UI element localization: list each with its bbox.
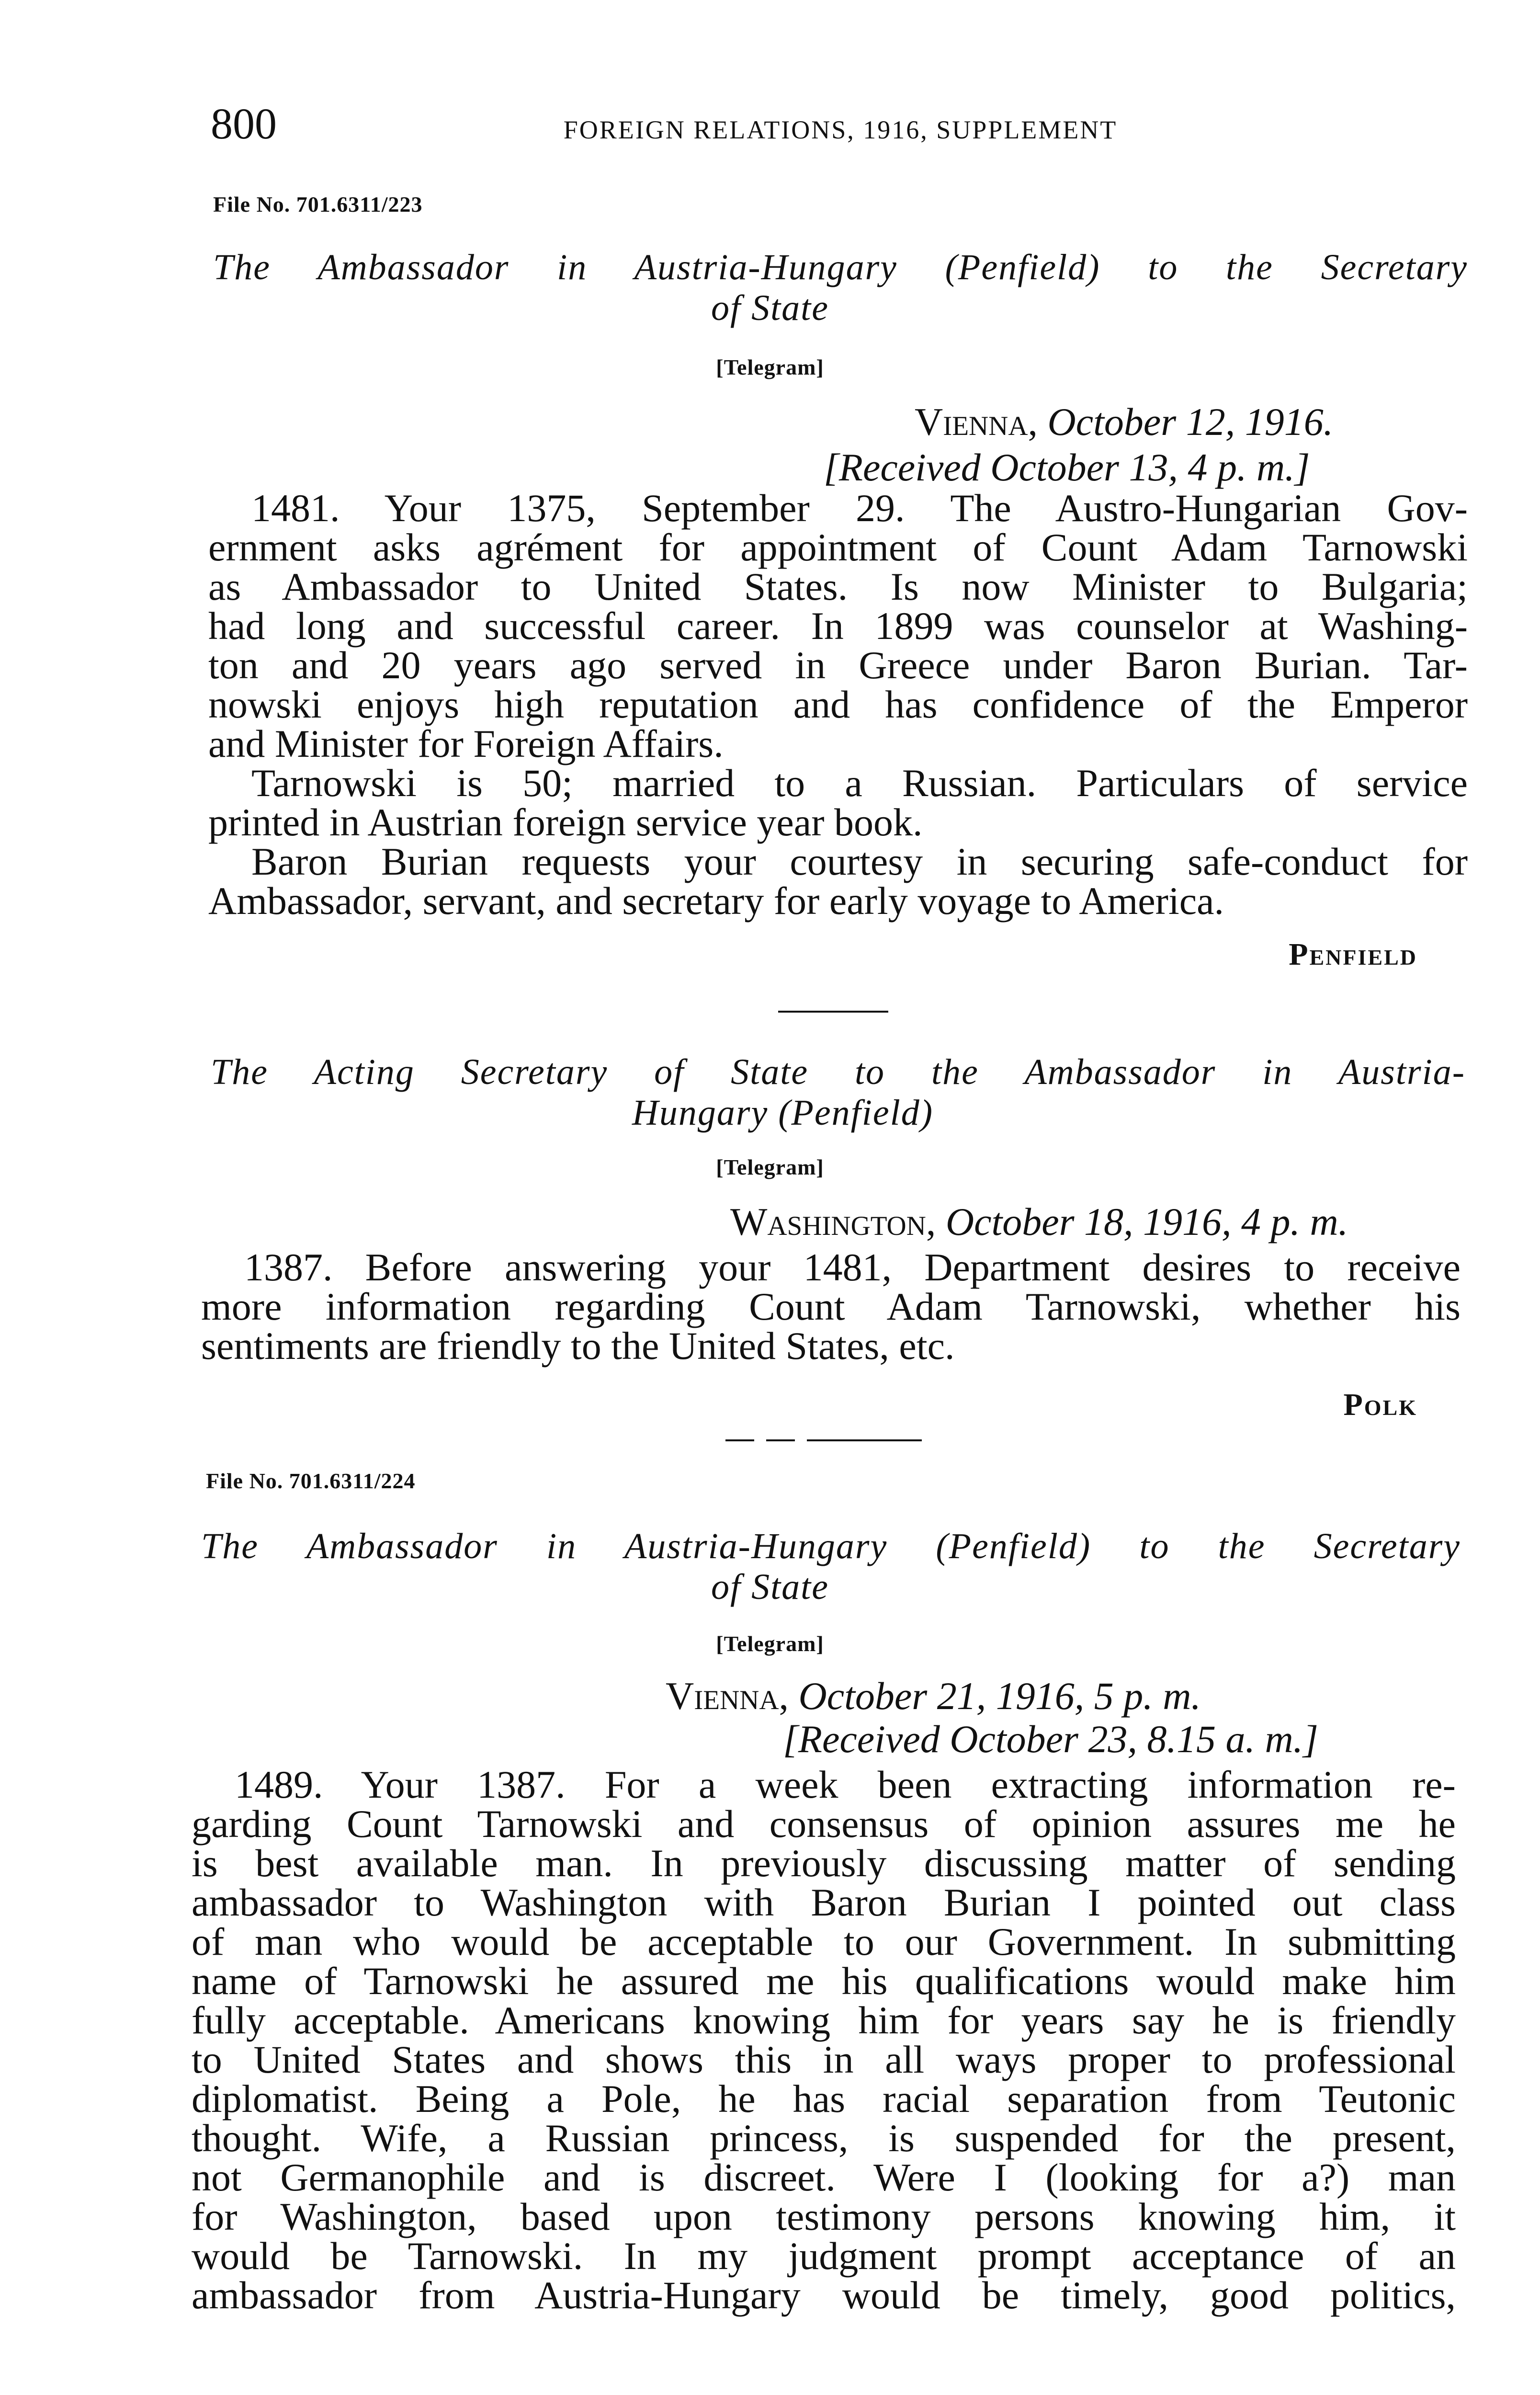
file-number: File No. 701.6311/223 [213,192,423,217]
body-line: garding Count Tarnowski and consensus of opinion assures me he [192,1802,1456,1846]
dateline-date: October 21, 1916, 5 p. m. [798,1674,1201,1718]
body-line: of man who would be acceptable to our Government. In submitting [192,1920,1456,1963]
dateline-place: Washington, [730,1200,936,1243]
body-line: as Ambassador to United States. Is now Minister to Bulgaria; [208,565,1468,608]
body-line: 1489. Your 1387. For a week been extracting information re- [235,1763,1456,1806]
section-divider [725,1439,754,1441]
document-title-continued: of State [711,1567,829,1607]
body-line: Tarnowski is 50; married to a Russian. Particulars of service [251,761,1468,805]
dateline [915,402,1333,442]
telegram-label: [Telegram] [716,1155,824,1179]
section-divider [807,1439,922,1441]
file-number: File No. 701.6311/224 [206,1469,416,1493]
document-title: The Ambassador in Austria-Hungary (Penfield) to the Secretary [213,247,1468,287]
body-line: nowski enjoys high reputation and has confidence of the Emperor [208,683,1468,726]
received-text: [Received October 13, 4 p. m.] [824,445,1310,489]
page-number: 800 [211,99,277,148]
body-line: fully acceptable. Americans knowing him for years say he is friendly [192,1998,1456,2042]
body-line: ton and 20 years ago served in Greece under Baron Burian. Tar- [208,643,1468,687]
received-text: [Received October 23, 8.15 a. m.] [783,1717,1319,1761]
body-line: Ambassador, servant, and secretary for early voyage to America. [208,879,1224,923]
body-line: for Washington, based upon testimony persons knowing him, it [192,2195,1456,2238]
document-title-continued: of State [711,288,829,328]
received-line [783,1717,1319,1761]
body-line: ernment asks agrément for appointment of Count Adam Tarnowski [208,525,1468,569]
message-body [192,1765,1456,2315]
body-line: and Minister for Foreign Affairs. [208,722,724,765]
signature: Polk [1343,1387,1417,1422]
dateline-date: October 12, 1916. [1047,400,1334,444]
body-line: ambassador from Austria-Hungary would be timely, good politics, [192,2273,1456,2317]
section-divider [766,1439,795,1441]
signature: Penfield [1289,937,1417,972]
telegram-label: [Telegram] [716,355,824,379]
body-line: sentiments are friendly to the United States, etc. [201,1324,955,1368]
message-body [201,1245,1461,1368]
dateline [666,1676,1201,1716]
body-line: 1481. Your 1375, September 29. The Austro-Hungarian Gov- [251,486,1468,530]
document-title: The Ambassador in Austria-Hungary (Penfield) to the Secretary [201,1526,1461,1566]
document-title-continued: Hungary (Penfield) [632,1093,934,1133]
body-line: is best available man. In previously discussing matter of sending [192,1841,1456,1885]
message-body [208,486,1468,923]
body-line: to United States and shows this in all ways proper to professional [192,2038,1456,2081]
body-line: more information regarding Count Adam Tarnowski, whether his [201,1285,1461,1328]
body-line: ambassador to Washington with Baron Burian I pointed out class [192,1881,1456,1924]
body-line: Baron Burian requests your courtesy in securing safe-conduct for [251,840,1468,883]
document-title: The Acting Secretary of State to the Ambassador in Austria- [211,1052,1465,1092]
body-line: name of Tarnowski he assured me his qualifications would make him [192,1959,1456,2003]
body-line: not Germanophile and is discreet. Were I (looking for a?) man [192,2156,1456,2199]
body-line: printed in Austrian foreign service year book. [208,800,923,844]
dateline-place: Vienna, [915,400,1038,444]
section-divider [778,1011,888,1013]
running-title: FOREIGN RELATIONS, 1916, SUPPLEMENT [563,115,1118,144]
body-line: thought. Wife, a Russian princess, is suspended for the present, [192,2116,1456,2160]
dateline-place: Vienna, [666,1674,789,1718]
body-line: 1387. Before answering your 1481, Department desires to receive [244,1245,1461,1289]
dateline-date: October 18, 1916, 4 p. m. [945,1200,1348,1243]
body-line: would be Tarnowski. In my judgment prompt acceptance of an [192,2234,1456,2278]
dateline [730,1202,1348,1242]
received-line [824,445,1310,489]
body-line: had long and successful career. In 1899 was counselor at Washing- [208,604,1468,648]
telegram-label: [Telegram] [716,1631,824,1656]
body-line: diplomatist. Being a Pole, he has racial separation from Teutonic [192,2077,1456,2121]
